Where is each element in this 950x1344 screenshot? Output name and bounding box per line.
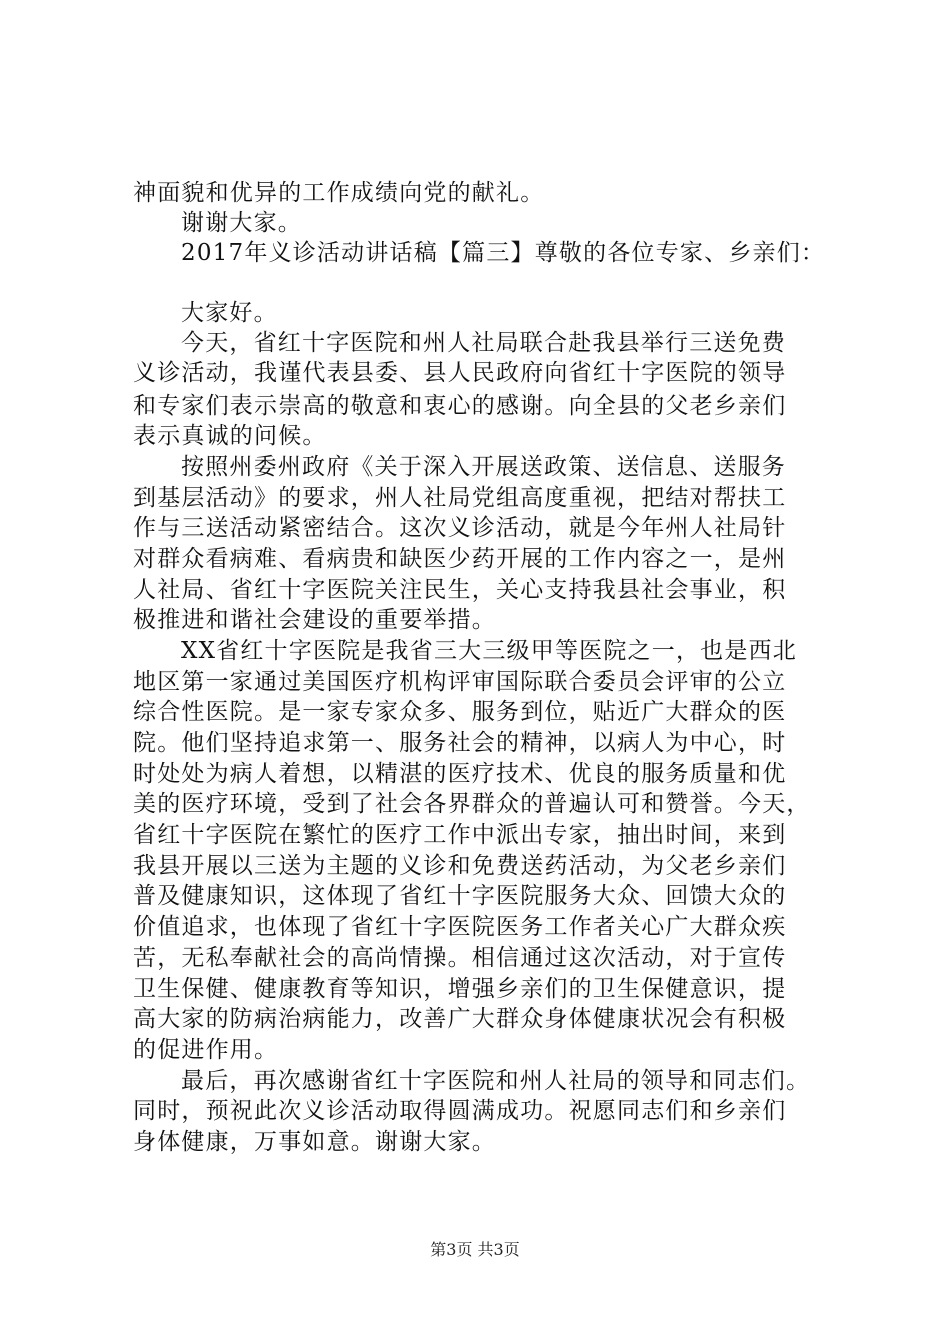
body-line: 同时，预祝此次义诊活动取得圆满成功。祝愿同志们和乡亲们 (133, 1098, 787, 1124)
body-line: 美的医疗环境，受到了社会各界群众的普遍认可和赞誉。今天， (133, 791, 811, 817)
body-line: 神面貌和优异的工作成绩向党的献礼。 (133, 180, 545, 206)
body-line: 今天，省红十字医院和州人社局联合赴我县举行三送免费 (181, 330, 786, 356)
body-line: 时处处为病人着想，以精湛的医疗技术、优良的服务质量和优 (133, 761, 787, 787)
body-line: 人社局、省红十字医院关注民生，关心支持我县社会事业，积 (133, 577, 787, 603)
body-line: 到基层活动》的要求，州人社局党组高度重视，把结对帮扶工 (133, 485, 787, 511)
body-line: 省红十字医院在繁忙的医疗工作中派出专家，抽出时间，来到 (133, 822, 787, 848)
body-line: 普及健康知识，这体现了省红十字医院服务大众、回馈大众的 (133, 883, 787, 909)
body-line: 高大家的防病治病能力，改善广大群众身体健康状况会有积极 (133, 1006, 787, 1032)
body-line: 我县开展以三送为主题的义诊和免费送药活动，为父老乡亲们 (133, 853, 787, 879)
body-line: 地区第一家通过美国医疗机构评审国际联合委员会评审的公立 (133, 669, 787, 695)
body-line: 身体健康，万事如意。谢谢大家。 (133, 1129, 496, 1155)
body-line: 极推进和谐社会建设的重要举措。 (133, 607, 496, 633)
body-line: 表示真诚的问候。 (133, 423, 327, 449)
body-line: 作与三送活动紧密结合。这次义诊活动，就是今年州人社局针 (133, 515, 787, 541)
body-line: 的促进作用。 (133, 1037, 279, 1063)
body-line: 院。他们坚持追求第一、服务社会的精神，以病人为中心，时 (133, 730, 787, 756)
page-number-footer: 第3页 共3页 (430, 1240, 520, 1259)
body-line: 对群众看病难、看病贵和缺医少药开展的工作内容之一，是州 (133, 546, 787, 572)
body-line: 最后，再次感谢省红十字医院和州人社局的领导和同志们。 (181, 1068, 811, 1094)
body-line: 苦，无私奉献社会的高尚情操。相信通过这次活动，对于宣传 (133, 945, 787, 971)
body-line: 价值追求，也体现了省红十字医院医务工作者关心广大群众疾 (133, 914, 787, 940)
body-line: 和专家们表示崇高的敬意和衷心的感谢。向全县的父老乡亲们 (133, 393, 787, 419)
body-line: 按照州委州政府《关于深入开展送政策、送信息、送服务 (181, 454, 786, 480)
body-line: 大家好。 (181, 300, 278, 326)
body-line: XX省红十字医院是我省三大三级甲等医院之一，也是西北 (181, 638, 797, 664)
body-line: 2017年义诊活动讲话稿【篇三】尊敬的各位专家、乡亲们： (181, 240, 826, 266)
body-line: 谢谢大家。 (181, 210, 302, 236)
body-line: 义诊活动，我谨代表县委、县人民政府向省红十字医院的领导 (133, 360, 787, 386)
body-line: 卫生保健、健康教育等知识，增强乡亲们的卫生保健意识，提 (133, 976, 787, 1002)
body-line: 综合性医院。是一家专家众多、服务到位，贴近广大群众的医 (133, 699, 787, 725)
